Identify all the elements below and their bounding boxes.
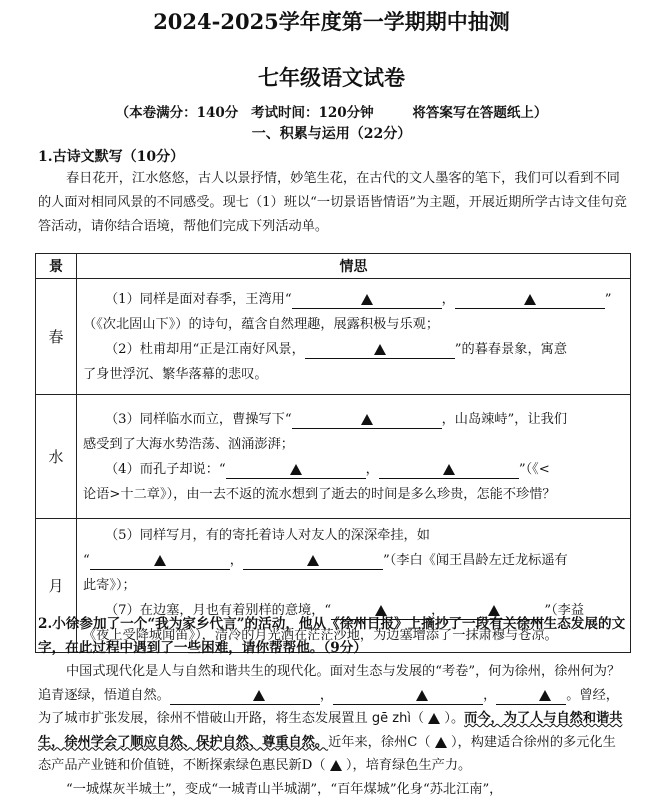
- text: 中国式现代化是人与自然和谐共生的现代化。面对生态与发展的“考卷”，何为徐州，徐州何为？追青逐绿，悟道自然。: [38, 664, 621, 703]
- text: ），构建适合徐州的多元化生态产品产业链和价值链，不断探索绿色惠民新D（: [38, 734, 616, 773]
- list-item: [83, 287, 624, 312]
- answer-blank[interactable]: [333, 688, 483, 705]
- text: ），培育绿色生产力。: [345, 758, 472, 773]
- text: “: [83, 553, 90, 568]
- exam-time: 考试时间：120分钟: [251, 105, 374, 121]
- exam-subtitle: 七年级语文试卷: [258, 65, 405, 90]
- wavy-underlined-text: 而今，为了人与自然和谐共生，徐州学会了顺应自然、保护自然、尊重自然。: [38, 711, 623, 750]
- text: ，: [441, 291, 455, 307]
- exam-title: 2024-2025学年度第一学期期中抽测: [153, 9, 510, 34]
- emotion-cell: [77, 279, 631, 395]
- triangle-icon: [361, 414, 373, 425]
- table-row: [36, 279, 631, 395]
- text: ，: [431, 603, 445, 618]
- answer-blank[interactable]: [292, 412, 442, 429]
- question-1-heading: 1.古诗文默写（10分）: [38, 149, 185, 165]
- list-item: [83, 457, 624, 482]
- pinyin-text: gē zhì（: [371, 711, 424, 726]
- answer-blank[interactable]: [455, 292, 605, 309]
- triangle-icon: [428, 713, 440, 724]
- triangle-icon: [416, 690, 428, 701]
- emotion-cell: [77, 395, 631, 519]
- triangle-icon: [435, 737, 447, 748]
- triangle-icon: [361, 294, 373, 305]
- triangle-icon: [290, 464, 302, 475]
- text: ”: [604, 291, 612, 307]
- list-item: （5）同样写月，有的寄托着诗人对友人的深深牵挂，如: [105, 528, 430, 543]
- list-item: [83, 407, 624, 432]
- answer-blank[interactable]: [496, 688, 566, 705]
- passage-paragraph: 中国式现代化是人与自然和谐共生的现代化。面对生态与发展的“考卷”，何为徐州，徐州何为？追青逐绿，悟道自然。 ， ， 。曾经，为了城市扩张发展，徐州不惜破山开路，将生态发展置且 gē zhì（ ）。而今，为了人与自然和谐共生，徐州学会了顺应自然、保护自然、尊重自然。近年来，徐州C（ ），构建适合徐州的多元化生态产品产业链和价值链，不断探索绿色惠民新D（ ），培育绿色生产力。: [38, 664, 623, 773]
- text: ，: [365, 461, 379, 477]
- table-row: [36, 395, 631, 519]
- text: 。曾经，为了城市扩张发展，徐州不惜破山开路，将生态发展置且: [38, 687, 619, 726]
- passage-paragraph: “一城煤灰半城土”，变成“一城青山半城湖”，“百年煤城”化身“苏北江南”，: [66, 781, 503, 797]
- answer-blank[interactable]: [305, 342, 455, 359]
- text: （4）而孔子却说：“: [105, 461, 226, 477]
- triangle-icon: [330, 760, 342, 771]
- answer-blank[interactable]: [243, 553, 383, 570]
- triangle-icon: [524, 294, 536, 305]
- answer-blank[interactable]: [170, 688, 320, 705]
- answer-blank[interactable]: [292, 292, 442, 309]
- exam-meta: [0, 101, 663, 121]
- text: ，: [229, 553, 243, 568]
- scene-cell: 水: [36, 395, 77, 519]
- scene-cell: 春: [36, 279, 77, 395]
- answer-note: 将答案写在答题纸上）: [412, 105, 548, 121]
- triangle-icon: [443, 464, 455, 475]
- question-2-passage: [38, 660, 628, 801]
- question-2-heading: 2.小徐参加了一个“我为家乡代言”的活动，他从《徐州日报》上摘抄了一段有关徐州生态发展的文字，在此过程中遇到了一些困难，请你帮帮他。（9分）: [38, 616, 626, 656]
- list-item: [83, 548, 624, 573]
- answer-blank[interactable]: [226, 462, 366, 479]
- list-item: 论语>十二章》），由一去不返的流水想到了逝去的时间是多么珍贵，怎能不珍惜？: [83, 486, 556, 502]
- triangle-icon: [307, 555, 319, 566]
- answer-blank[interactable]: [90, 553, 230, 570]
- text: （3）同样临水而立，曹操写下“: [105, 411, 292, 427]
- triangle-icon: [374, 344, 386, 355]
- text: ”（李白《闻王昌龄左迁龙标遥有: [382, 553, 568, 568]
- list-item: [83, 337, 624, 362]
- text: ，山岛竦峙”，让我们: [441, 411, 568, 427]
- triangle-icon: [154, 555, 166, 566]
- list-item: 了身世浮沉、繁华落幕的悲叹。: [83, 366, 268, 382]
- text: ”（李益: [544, 603, 585, 618]
- list-item: 《夜上受降城闻笛》），清冷的月光洒在茫茫沙地，为边塞增添了一抹肃穆与苍凉。: [83, 628, 558, 643]
- text: ）。: [444, 711, 465, 726]
- section-heading: 一、积累与运用（22分）: [251, 126, 412, 142]
- activity-table: [35, 253, 631, 653]
- table-header-scene: 景: [36, 254, 77, 279]
- text: 近年来，徐州C（: [328, 734, 431, 750]
- table-header-emotion: 情思: [77, 254, 631, 279]
- list-item: 此寄》）；: [83, 578, 136, 593]
- text: ”（《<: [518, 461, 550, 477]
- text: （7）在边塞，月也有着别样的意境，“: [105, 603, 332, 618]
- table-header-row: [36, 254, 631, 279]
- list-item: 感受到了大海水势浩荡、汹涌澎湃；: [83, 436, 294, 452]
- triangle-icon: [539, 690, 551, 701]
- triangle-icon: [253, 690, 265, 701]
- list-item: （《次北固山下》）的诗句，蕴含自然理趣，展露积极与乐观；: [83, 316, 440, 332]
- text: ”的暮春景象，寓意: [454, 341, 568, 357]
- scene-cell: 月: [36, 519, 77, 653]
- text: （1）同样是面对春季，王湾用“: [105, 291, 292, 307]
- full-score: （本卷满分：140分: [115, 105, 239, 121]
- answer-blank[interactable]: [379, 462, 519, 479]
- question-1-intro: 春日花开，江水悠悠，古人以景抒情，妙笔生花，在古代的文人墨客的笔下，我们可以看到不同的人面对相同风景的不同感受。现七（1）班以“一切景语皆情语”为主题，开展近期所学古诗文佳句竞答活动，请你结合语境，帮他们完成下列活动单。: [38, 171, 627, 234]
- text: （2）杜甫却用“正是江南好风景，: [105, 341, 305, 357]
